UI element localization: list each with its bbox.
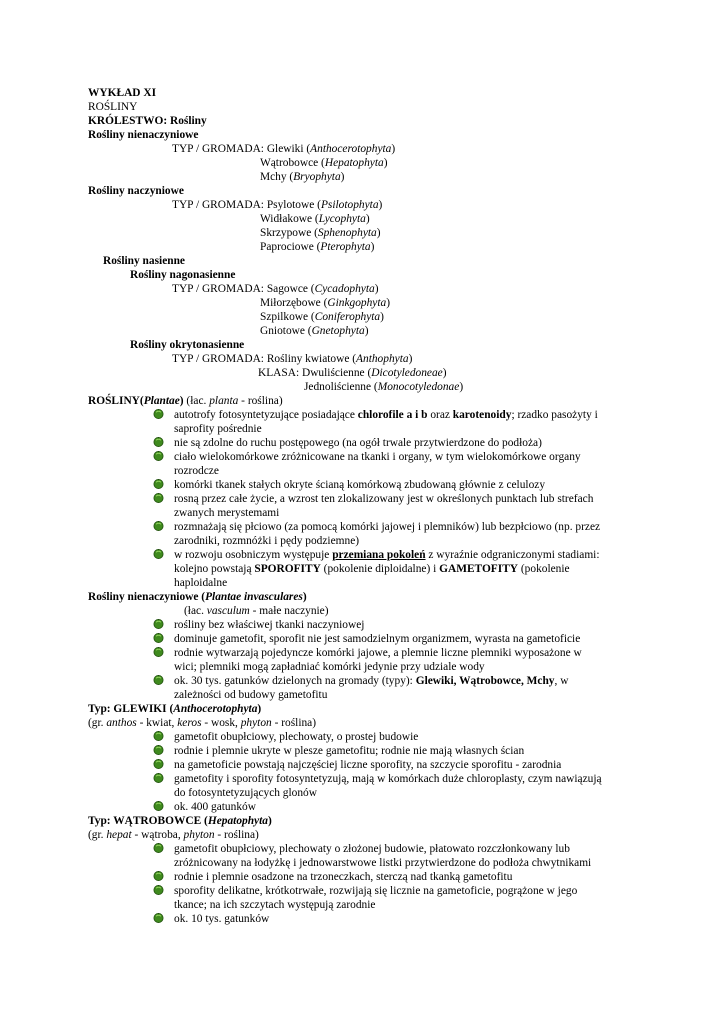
taxon-line: Mchy (Bryophyta) — [260, 171, 345, 183]
glewiki-heading: Typ: GLEWIKI (Anthocerotophyta) — [88, 703, 262, 715]
etymology: (gr. anthos - kwiat, keros - wosk, phyton - roślina) — [88, 717, 317, 729]
lecture-title: WYKŁAD XI — [88, 87, 157, 99]
taxon-line: Gniotowe (Gnetophyta) — [260, 325, 369, 337]
list-item-continuation: zależności od budowy gametofitu — [174, 689, 328, 701]
list-item: gametofit obupłciowy, plechowaty o złożonej budowie, płatowato rozczłonkowany lub — [174, 843, 570, 855]
green-leaf-bullet-icon — [153, 744, 164, 755]
taxon-line: TYP / GROMADA: Sagowce (Cycadophyta) — [172, 283, 379, 295]
green-leaf-bullet-icon — [153, 674, 164, 685]
etymology: (gr. hepat - wątroba, phyton - roślina) — [88, 829, 259, 841]
green-leaf-bullet-icon — [153, 758, 164, 769]
taxon-line: Miłorzębowe (Ginkgophyta) — [260, 297, 391, 309]
list-item: gametofity i sporofity fotosyntetyzują, mają w komórkach duże chloroplasty, czym nawiązują — [174, 773, 602, 785]
taxon-line: TYP / GROMADA: Psylotowe (Psilotophyta) — [172, 199, 383, 211]
green-leaf-bullet-icon — [153, 478, 164, 489]
list-item-continuation: saprofity pośrednie — [174, 423, 262, 435]
list-item-continuation: zwanych merystemami — [174, 507, 280, 519]
list-item: rodnie wytwarzają pojedyncze komórki jajowe, a plemnie liczne plemniki wyposażone w — [174, 647, 582, 659]
list-item: ok. 400 gatunków — [174, 801, 256, 813]
green-leaf-bullet-icon — [153, 450, 164, 461]
green-leaf-bullet-icon — [153, 772, 164, 783]
list-item: w rozwoju osobniczym występuje przemiana pokoleń z wyraźnie odgraniczonymi stadiami: — [174, 549, 600, 561]
list-item: gametofit obupłciowy, plechowaty, o prostej budowie — [174, 731, 419, 743]
lecture-subtitle: ROŚLINY — [88, 101, 138, 113]
green-leaf-bullet-icon — [153, 618, 164, 629]
green-leaf-bullet-icon — [153, 842, 164, 853]
angiosperm-heading: Rośliny okrytonasienne — [130, 339, 245, 351]
list-item-continuation: zróżnicowany na łodyżkę i jednowarstwowe listki przytwierdzone do podłoża chwytnikami — [174, 857, 592, 869]
list-item: komórki tkanek stałych okryte ścianą komórkową zbudowaną głównie z celulozy — [174, 479, 546, 491]
green-leaf-bullet-icon — [153, 912, 164, 923]
taxon-line: Paprociowe (Pterophyta) — [260, 241, 375, 253]
list-item: rosną przez całe życie, a wzrost ten zlokalizowany jest w określonych punktach lub strefach — [174, 493, 594, 505]
green-leaf-bullet-icon — [153, 884, 164, 895]
list-item-continuation: rozrodcze — [174, 465, 219, 477]
list-item: ok. 10 tys. gatunków — [174, 913, 270, 925]
green-leaf-bullet-icon — [153, 548, 164, 559]
nonvascular-section-heading: Rośliny nienaczyniowe (Plantae invasculares) — [88, 591, 307, 603]
list-item-continuation: do fotosyntetyzujących glonów — [174, 787, 317, 799]
list-item-continuation: zarodniki, rozmnóżki i pędy podziemne) — [174, 535, 360, 547]
latin-note: (łac. vasculum - małe naczynie) — [184, 605, 329, 617]
taxon-line: Skrzypowe (Sphenophyta) — [260, 227, 381, 239]
list-item: rodnie i plemnie ukryte w plesze gametofitu; rodnie nie mają własnych ścian — [174, 745, 525, 757]
list-item: na gametoficie powstają najczęściej liczne sporofity, na szczycie sporofitu - zarodnia — [174, 759, 562, 771]
taxon-line: Widłakowe (Lycophyta) — [260, 213, 370, 225]
list-item: autotrofy fotosyntetyzujące posiadające chlorofile a i b oraz karotenoidy; rzadko pasożyty i — [174, 409, 598, 421]
taxon-line: Szpilkowe (Coniferophyta) — [260, 311, 384, 323]
list-item: sporofity delikatne, krótkotrwałe, rozwijają się licznie na gametoficie, pogrążone w jego — [174, 885, 578, 897]
taxon-line: Wątrobowce (Hepatophyta) — [260, 157, 388, 169]
list-item: ok. 30 tys. gatunków dzielonych na gromady (typy): Glewiki, Wątrobowce, Mchy, w — [174, 675, 569, 687]
green-leaf-bullet-icon — [153, 436, 164, 447]
nonvascular-heading: Rośliny nienaczyniowe — [88, 129, 199, 141]
green-leaf-bullet-icon — [153, 646, 164, 657]
vascular-heading: Rośliny naczyniowe — [88, 185, 184, 197]
list-item-continuation: tkance; na ich szczytach występują zarodnie — [174, 899, 376, 911]
green-leaf-bullet-icon — [153, 520, 164, 531]
gymnosperm-heading: Rośliny nagonasienne — [130, 269, 236, 281]
kingdom-label: KRÓLESTWO: Rośliny — [88, 115, 207, 127]
list-item: nie są zdolne do ruchu postępowego (na ogół trwale przytwierdzone do podłoża) — [174, 437, 542, 449]
list-item: ciało wielokomórkowe zróżnicowane na tkanki i organy, w tym wielokomórkowe organy — [174, 451, 581, 463]
green-leaf-bullet-icon — [153, 870, 164, 881]
green-leaf-bullet-icon — [153, 632, 164, 643]
green-leaf-bullet-icon — [153, 800, 164, 811]
list-item: rośliny bez właściwej tkanki naczyniowej — [174, 619, 365, 631]
list-item: rodnie i plemnie osadzone na trzoneczkach, sterczą nad tkanką gametofitu — [174, 871, 513, 883]
list-item-continuation: kolejno powstają SPOROFITY (pokolenie diploidalne) i GAMETOFITY (pokolenie — [174, 563, 570, 575]
green-leaf-bullet-icon — [153, 492, 164, 503]
taxon-line: TYP / GROMADA: Rośliny kwiatowe (Anthophyta) — [172, 353, 413, 365]
green-leaf-bullet-icon — [153, 408, 164, 419]
list-item-continuation: haploidalne — [174, 577, 228, 589]
plants-heading: ROŚLINY(Plantae) (łac. planta - roślina) — [88, 395, 283, 407]
taxon-line: Jednoliścienne (Monocotyledonae) — [304, 381, 464, 393]
list-item-continuation: wici; plemniki mogą zapładniać komórki jedynie przy udziale wody — [174, 661, 485, 673]
green-leaf-bullet-icon — [153, 730, 164, 741]
list-item: dominuje gametofit, sporofit nie jest samodzielnym organizmem, wyrasta na gametoficie — [174, 633, 581, 645]
taxon-line: KLASA: Dwuliścienne (Dicotyledoneae) — [258, 367, 447, 379]
watrobowce-heading: Typ: WĄTROBOWCE (Hepatophyta) — [88, 815, 272, 827]
seed-plants-heading: Rośliny nasienne — [103, 255, 185, 267]
taxon-line: TYP / GROMADA: Glewiki (Anthocerotophyta) — [172, 143, 396, 155]
list-item: rozmnażają się płciowo (za pomocą komórki jajowej i plemników) lub bezpłciowo (np. przez — [174, 521, 601, 533]
